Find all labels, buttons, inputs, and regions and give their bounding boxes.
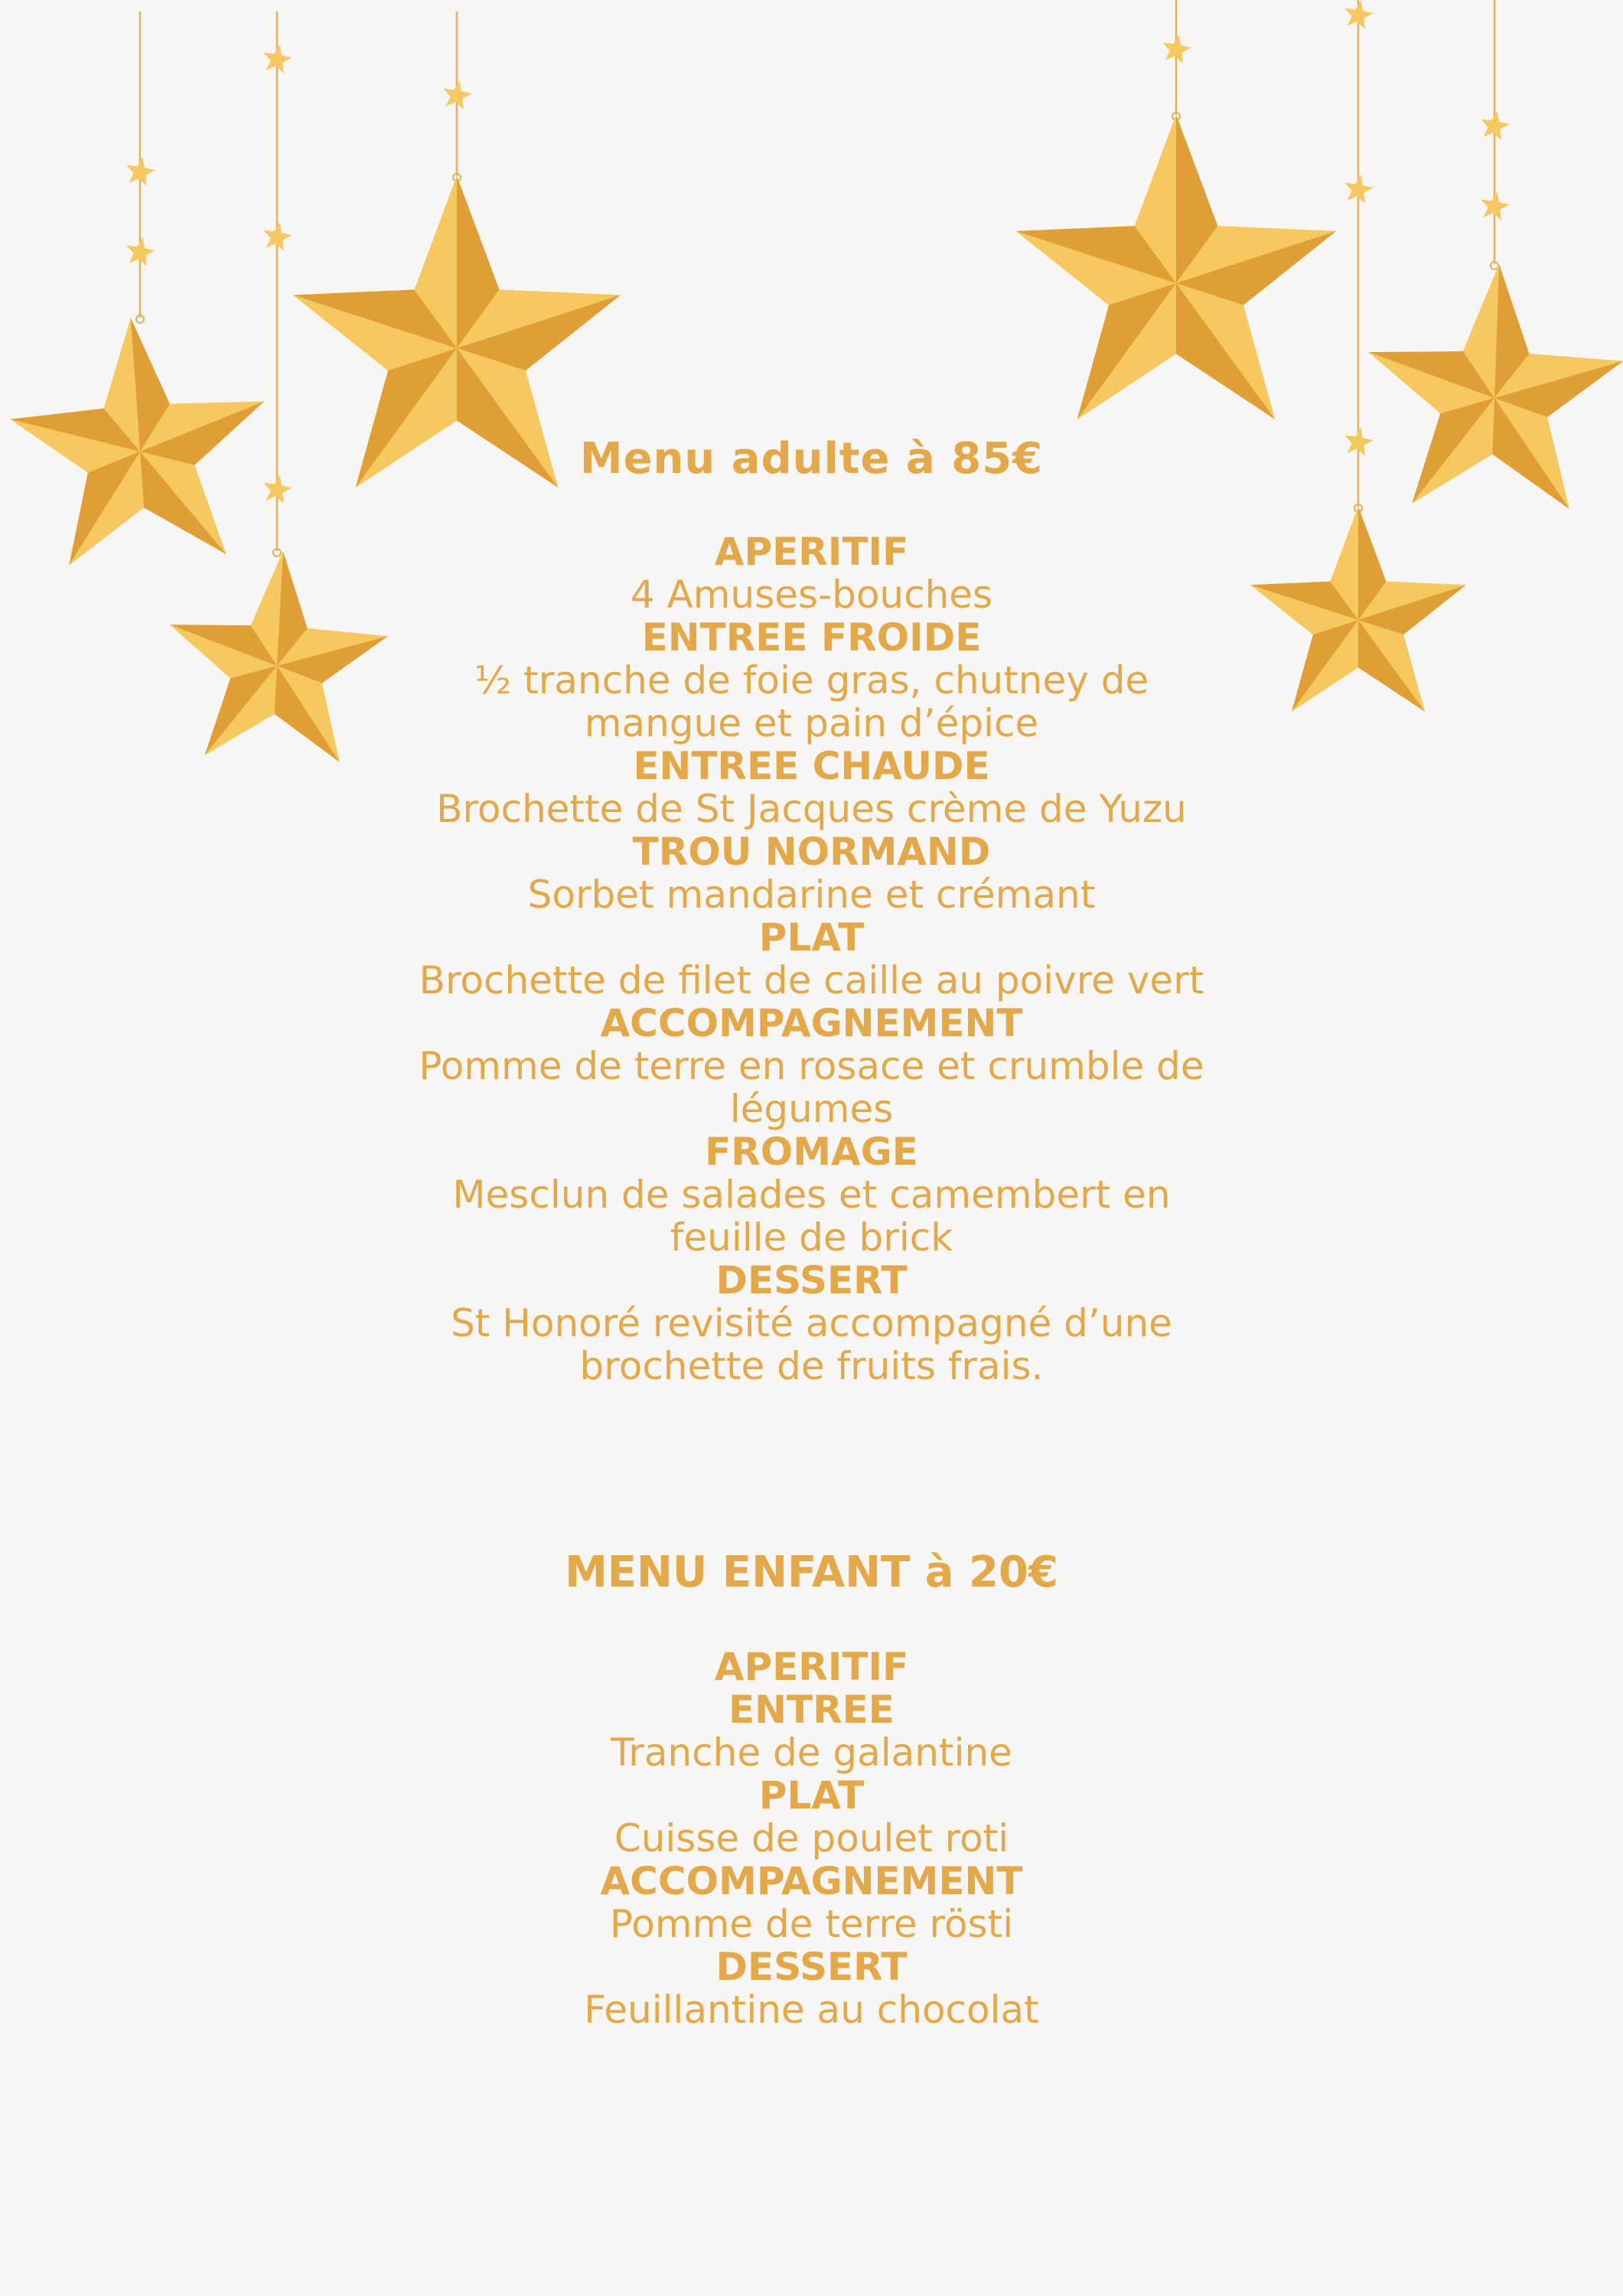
dish-description: Brochette de St Jacques crème de Yuzu — [436, 787, 1187, 831]
dish-description: Feuillantine au chocolat — [584, 1988, 1039, 2032]
dish-description: Cuisse de poulet roti — [614, 1816, 1009, 1861]
section-heading: APERITIF — [714, 530, 909, 574]
adult-menu-title: Menu adulte à 85€ — [579, 434, 1044, 484]
dish-description: Pomme de terre en rosace et crumble de légumes — [419, 1044, 1204, 1131]
menu-section — [0, 830, 1623, 916]
menu-section — [0, 1774, 1623, 1860]
menu-section — [0, 616, 1623, 745]
section-heading: ACCOMPAGNEMENT — [600, 1001, 1023, 1045]
section-heading: PLAT — [758, 1773, 865, 1818]
section-heading: ACCOMPAGNEMENT — [600, 1859, 1023, 1903]
section-heading: DESSERT — [715, 1945, 908, 1989]
menu-section — [0, 1688, 1623, 1774]
section-heading: TROU NORMAND — [632, 830, 991, 874]
child-menu — [0, 1546, 1623, 2031]
dish-description: Brochette de filet de caille au poivre vert — [419, 958, 1204, 1003]
dish-description: Pomme de terre rösti — [609, 1902, 1014, 1946]
menu-section — [0, 530, 1623, 616]
dish-description: Tranche de galantine — [611, 1730, 1012, 1775]
dish-description: Mesclun de salades et camembert en feuille de brick — [452, 1172, 1171, 1260]
section-heading: PLAT — [758, 915, 865, 960]
menu-section — [0, 1860, 1623, 1945]
child-menu-sections — [0, 1645, 1623, 2031]
dish-description: ½ tranche de foie gras, chutney de mangue et pain d’épice — [474, 658, 1149, 745]
section-heading: ENTREE — [728, 1688, 895, 1732]
section-heading: FROMAGE — [705, 1130, 918, 1174]
adult-menu — [0, 432, 1623, 1388]
menu-section — [0, 1002, 1623, 1130]
dish-description: St Honoré revisité accompagné d’une brochette de fruits frais. — [451, 1301, 1172, 1388]
menu-section — [0, 1645, 1623, 1688]
menu-section — [0, 745, 1623, 830]
dish-description: Sorbet mandarine et crémant — [527, 872, 1096, 917]
menu-section — [0, 1130, 1623, 1259]
menu-section — [0, 1945, 1623, 2031]
dish-description: 4 Amuses-bouches — [630, 572, 993, 617]
star-icon — [1016, 115, 1336, 419]
menu-section — [0, 916, 1623, 1002]
menu-section — [0, 1259, 1623, 1388]
child-menu-title: MENU ENFANT à 20€ — [565, 1548, 1058, 1597]
section-heading: APERITIF — [714, 1645, 909, 1689]
section-heading: ENTREE CHAUDE — [633, 744, 990, 788]
section-heading: ENTREE FROIDE — [641, 615, 982, 660]
section-heading: DESSERT — [715, 1258, 908, 1303]
adult-menu-sections — [0, 530, 1623, 1388]
